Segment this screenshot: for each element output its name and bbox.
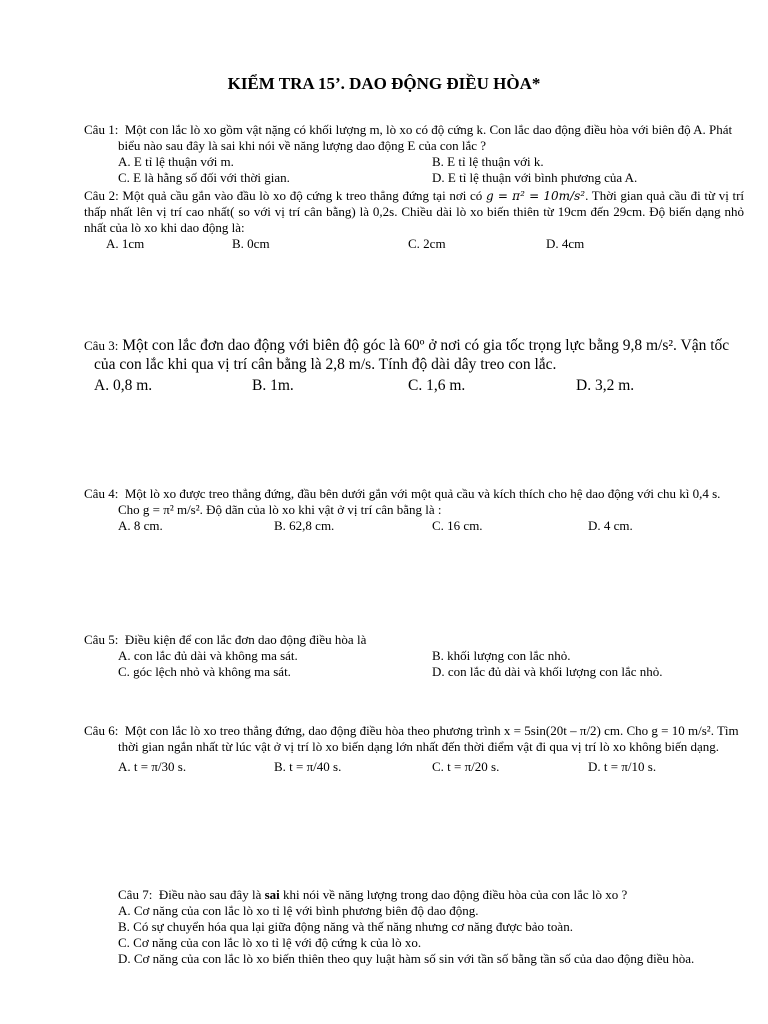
option-d[interactable]: D. con lắc đủ dài và khối lượng con lắc nhỏ.: [432, 664, 663, 679]
option-a[interactable]: A. con lắc đủ dài và không ma sát.: [118, 648, 298, 663]
option-b[interactable]: B. 0cm: [232, 236, 270, 251]
question-label: Câu 6:: [84, 723, 119, 738]
option-c[interactable]: C. 1,6 m.: [408, 377, 466, 394]
question-4: [84, 486, 744, 534]
question-2: [84, 188, 744, 252]
question-stem-continued: . Thời gian quả cầu đi từ vị trí thấp nhất lên vị trí cao nhất( so với vị trí cân bằng) là 0,2s. Chiều dài lò xo biến thiên từ 19cm đến 29cm. Độ biến dạng nhỏ nhất của lò xo khi dao động là:: [84, 188, 745, 235]
question-stem: Một con lắc lò xo gồm vật nặng có khối lượng m, lò xo có độ cứng k. Con lắc dao động điều hòa với biên độ A. Phát biểu nào sau đây là sai khi nói về năng lượng dao động E của con lắc ?: [118, 122, 733, 153]
option-d[interactable]: D. E tỉ lệ thuận với bình phương của A.: [432, 170, 638, 185]
option-a[interactable]: A. 8 cm.: [118, 518, 163, 533]
question-stem: Một con lắc đơn dao động với biên độ góc là 60º ở nơi có gia tốc trọng lực bằng 9,8 m/s². Vận tốc của con lắc khi qua vị trí cân bằng là 2,8 m/s. Tính độ dài dây treo con lắc.: [94, 337, 730, 373]
question-stem-continued: khi nói về năng lượng trong dao động điều hòa của con lắc lò xo ?: [279, 887, 628, 902]
option-c[interactable]: C. t = π/20 s.: [432, 759, 500, 774]
question-label: Câu 4:: [84, 486, 119, 501]
option-a[interactable]: A. 0,8 m.: [94, 377, 153, 394]
question-stem: Điều nào sau đây là: [158, 887, 265, 902]
option-b[interactable]: B. khối lượng con lắc nhỏ.: [432, 648, 571, 663]
option-a[interactable]: A. t = π/30 s.: [118, 759, 187, 774]
question-label: Câu 7:: [118, 887, 153, 902]
page-title: KIỂM TRA 15’. DAO ĐỘNG ĐIỀU HÒA*: [227, 74, 541, 93]
question-stem-emphasis: sai: [264, 887, 280, 902]
option-a[interactable]: A. E tỉ lệ thuận với m.: [118, 154, 234, 169]
option-d[interactable]: D. Cơ năng của con lắc lò xo biến thiên theo quy luật hàm số sin với tần số bằng tần số của dao động điều hòa.: [118, 951, 695, 966]
option-c[interactable]: C. Cơ năng của con lắc lò xo tỉ lệ với độ cứng k của lò xo.: [118, 935, 422, 950]
question-label: Câu 3:: [84, 338, 119, 353]
option-b[interactable]: B. 62,8 cm.: [274, 518, 335, 533]
question-stem: Điều kiện để con lắc đơn dao động điều hòa là: [124, 632, 367, 647]
option-c[interactable]: C. 16 cm.: [432, 518, 483, 533]
question-label: Câu 1:: [84, 122, 119, 137]
question-7: [118, 887, 744, 967]
question-formula: g = π² = 10m/s²: [485, 189, 586, 203]
option-b[interactable]: B. t = π/40 s.: [274, 759, 342, 774]
question-5: [84, 632, 744, 680]
option-a[interactable]: A. 1cm: [106, 236, 145, 251]
question-6: [84, 723, 744, 775]
question-stem: Một quả cầu gắn vào đầu lò xo độ cứng k treo thẳng đứng tại nơi có: [122, 188, 486, 203]
option-d[interactable]: D. 3,2 m.: [576, 377, 635, 394]
question-stem: Một con lắc lò xo treo thẳng đứng, dao động điều hòa theo phương trình x = 5sin(20t – π/2) cm. Cho g = 10 m/s². Tìm thời gian ngắn nhất từ lúc vật ở vị trí lò xo biến dạng lớn nhất đến thời điểm vật đi qua vị trí lò xo không biến dạng.: [118, 723, 739, 754]
question-1: [84, 122, 744, 186]
option-b[interactable]: B. Có sự chuyển hóa qua lại giữa động năng và thế năng nhưng cơ năng được bảo toàn.: [118, 919, 573, 934]
option-c[interactable]: C. 2cm: [408, 236, 446, 251]
option-c[interactable]: C. E là hằng số đối với thời gian.: [118, 170, 290, 185]
option-d[interactable]: D. t = π/10 s.: [588, 759, 657, 774]
question-3: [84, 336, 744, 396]
option-d[interactable]: D. 4cm: [546, 236, 585, 251]
option-b[interactable]: B. E tỉ lệ thuận với k.: [432, 154, 544, 169]
question-stem: Một lò xo được treo thẳng đứng, đầu bên dưới gắn với một quả cầu và kích thích cho hệ dao động với chu kì 0,4 s. Cho g = π² m/s². Độ dãn của lò xo khi vật ở vị trí cân bằng là :: [118, 486, 721, 517]
option-b[interactable]: B. 1m.: [252, 377, 294, 394]
question-label: Câu 5:: [84, 632, 119, 647]
option-a[interactable]: A. Cơ năng của con lắc lò xo tỉ lệ với bình phương biên độ dao động.: [118, 903, 479, 918]
option-d[interactable]: D. 4 cm.: [588, 518, 633, 533]
question-label: Câu 2:: [84, 188, 119, 203]
option-c[interactable]: C. góc lệch nhỏ và không ma sát.: [118, 664, 291, 679]
